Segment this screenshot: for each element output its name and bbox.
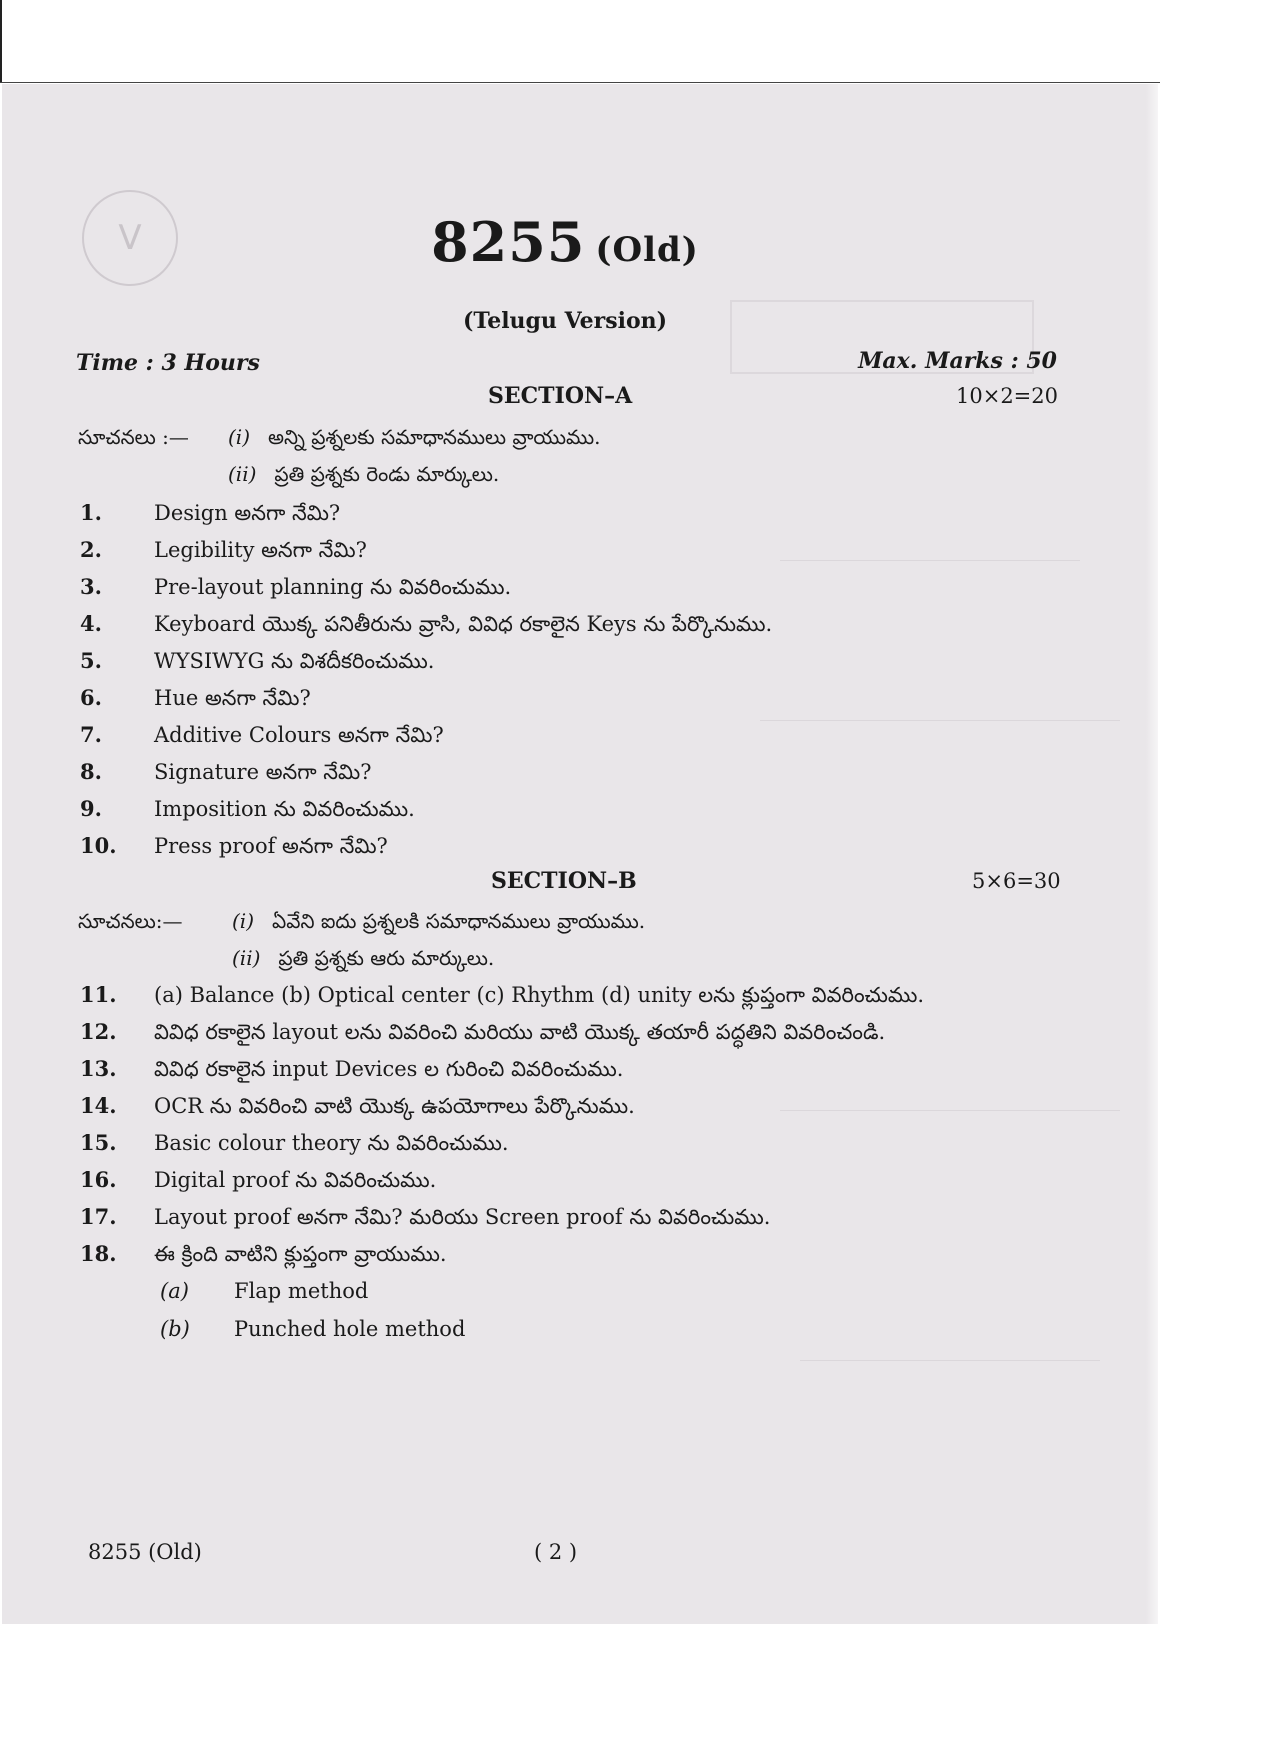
- section-a-title: SECTION–A: [488, 383, 633, 409]
- bleed-through-line: [800, 1360, 1100, 1361]
- paper-code-heading: [0, 210, 1130, 274]
- bleed-through-line: [780, 1110, 1120, 1111]
- question-item: 15. Basic colour theory ను వివరించుము.: [80, 1130, 509, 1155]
- scan-left-edge: [0, 0, 2, 82]
- scan-top-edge: [0, 82, 1160, 83]
- bleed-through-line: [780, 560, 1080, 561]
- paper-code: 8255: [431, 210, 586, 274]
- footer-paper-code: 8255 (Old): [88, 1540, 202, 1564]
- question-item: 5. WYSIWYG ను విశదీకరించుము.: [80, 648, 435, 673]
- time-allowed: Time : 3 Hours: [76, 350, 260, 376]
- question-item: 13. వివిధ రకాలైన input Devices ల గురించి వివరించుము.: [80, 1056, 624, 1081]
- question-item: 12. వివిధ రకాలైన layout లను వివరించి మరియు వాటి యొక్క తయారీ పద్ధతిని వివరించండి.: [80, 1019, 886, 1044]
- question-item: 17. Layout proof అనగా నేమి? మరియు Screen proof ను వివరించుము.: [80, 1204, 771, 1229]
- section-a-instructions-label: సూచనలు :—: [78, 425, 189, 449]
- question-item: 2. Legibility అనగా నేమి?: [80, 537, 367, 562]
- sub-item: (a) Flap method: [160, 1279, 369, 1303]
- section-a-marks: 10×2=20: [956, 384, 1058, 408]
- version-label: (Telugu Version): [462, 308, 668, 334]
- bleed-through-line: [760, 720, 1120, 721]
- section-a-instruction: (ii) ప్రతి ప్రశ్నకు రెండు మార్కులు.: [228, 462, 500, 486]
- paper-code-suffix: (Old): [595, 230, 699, 270]
- max-marks: Max. Marks : 50: [858, 348, 1057, 374]
- section-b-instruction: (i) ఏవేని ఐదు ప్రశ్నలకి సమాధానములు వ్రాయుము.: [232, 909, 646, 933]
- section-b-instructions-label: సూచనలు:—: [78, 909, 183, 933]
- question-item: 10. Press proof అనగా నేమి?: [80, 833, 388, 858]
- question-item: 9. Imposition ను వివరించుము.: [80, 796, 415, 821]
- question-item: 1. Design అనగా నేమి?: [80, 500, 341, 525]
- section-a-instruction: (i) అన్ని ప్రశ్నలకు సమాధానములు వ్రాయుము.: [228, 425, 601, 449]
- question-item: 8. Signature అనగా నేమి?: [80, 759, 372, 784]
- section-b-instruction: (ii) ప్రతి ప్రశ్నకు ఆరు మార్కులు.: [232, 946, 495, 970]
- question-item: 6. Hue అనగా నేమి?: [80, 685, 311, 710]
- question-item: 14. OCR ను వివరించి వాటి యొక్క ఉపయోగాలు పేర్కొనుము.: [80, 1093, 635, 1118]
- faint-stamp-mark: V: [82, 190, 178, 286]
- question-item: 11. (a) Balance (b) Optical center (c) Rhythm (d) unity లను క్లుప్తంగా వివరించుము.: [80, 982, 925, 1007]
- sub-item: (b) Punched hole method: [160, 1317, 466, 1341]
- section-b-marks: 5×6=30: [972, 869, 1061, 893]
- question-item: 18. ఈ క్రింది వాటిని క్లుప్తంగా వ్రాయుము.: [80, 1241, 447, 1266]
- question-item: 7. Additive Colours అనగా నేమి?: [80, 722, 444, 747]
- question-item: 3. Pre-layout planning ను వివరించుము.: [80, 574, 512, 599]
- paper-edge-shade: [1146, 84, 1158, 1624]
- section-b-title: SECTION–B: [491, 868, 637, 894]
- footer-page-number: ( 2 ): [534, 1540, 578, 1564]
- question-item: 4. Keyboard యొక్క పనితీరును వ్రాసి, వివిధ రకాలైన Keys ను పేర్కొనుము.: [80, 611, 773, 636]
- question-item: 16. Digital proof ను వివరించుము.: [80, 1167, 437, 1192]
